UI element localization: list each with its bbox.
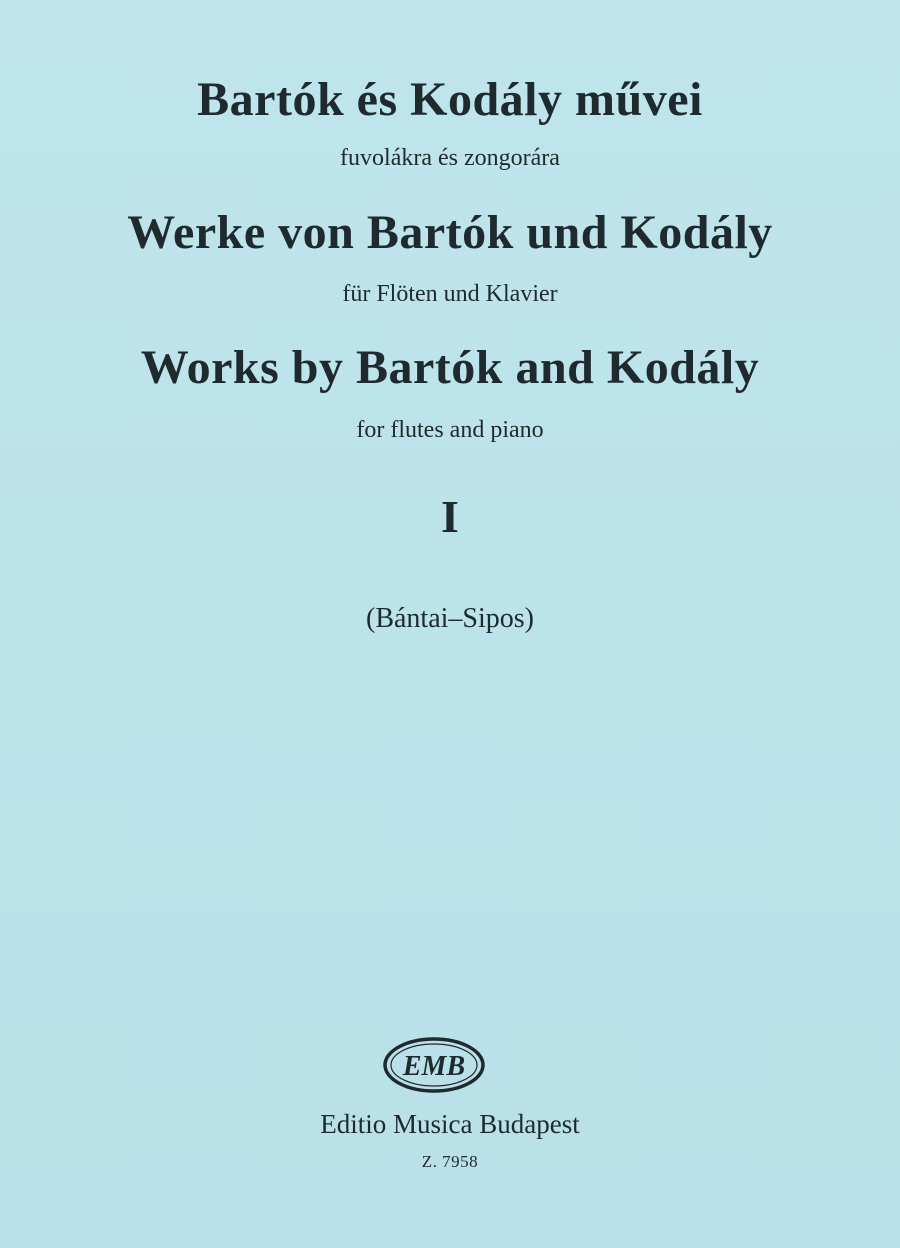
title-german: Werke von Bartók und Kodály — [127, 206, 773, 259]
subtitle-hungarian: fuvolákra és zongorára — [340, 145, 560, 171]
emb-logo — [382, 1036, 486, 1094]
subtitle-english: for flutes and piano — [356, 417, 544, 443]
title-hungarian: Bartók és Kodály művei — [197, 73, 703, 126]
publisher-name: Editio Musica Budapest — [320, 1109, 580, 1139]
editors: (Bántai–Sipos) — [366, 603, 534, 634]
title-english: Works by Bartók and Kodály — [140, 341, 760, 394]
emb-logo-text: EMB — [402, 1051, 466, 1082]
catalog-number: Z. 7958 — [421, 1152, 479, 1171]
volume-number: I — [441, 491, 459, 542]
subtitle-german: für Flöten und Klavier — [342, 281, 558, 307]
